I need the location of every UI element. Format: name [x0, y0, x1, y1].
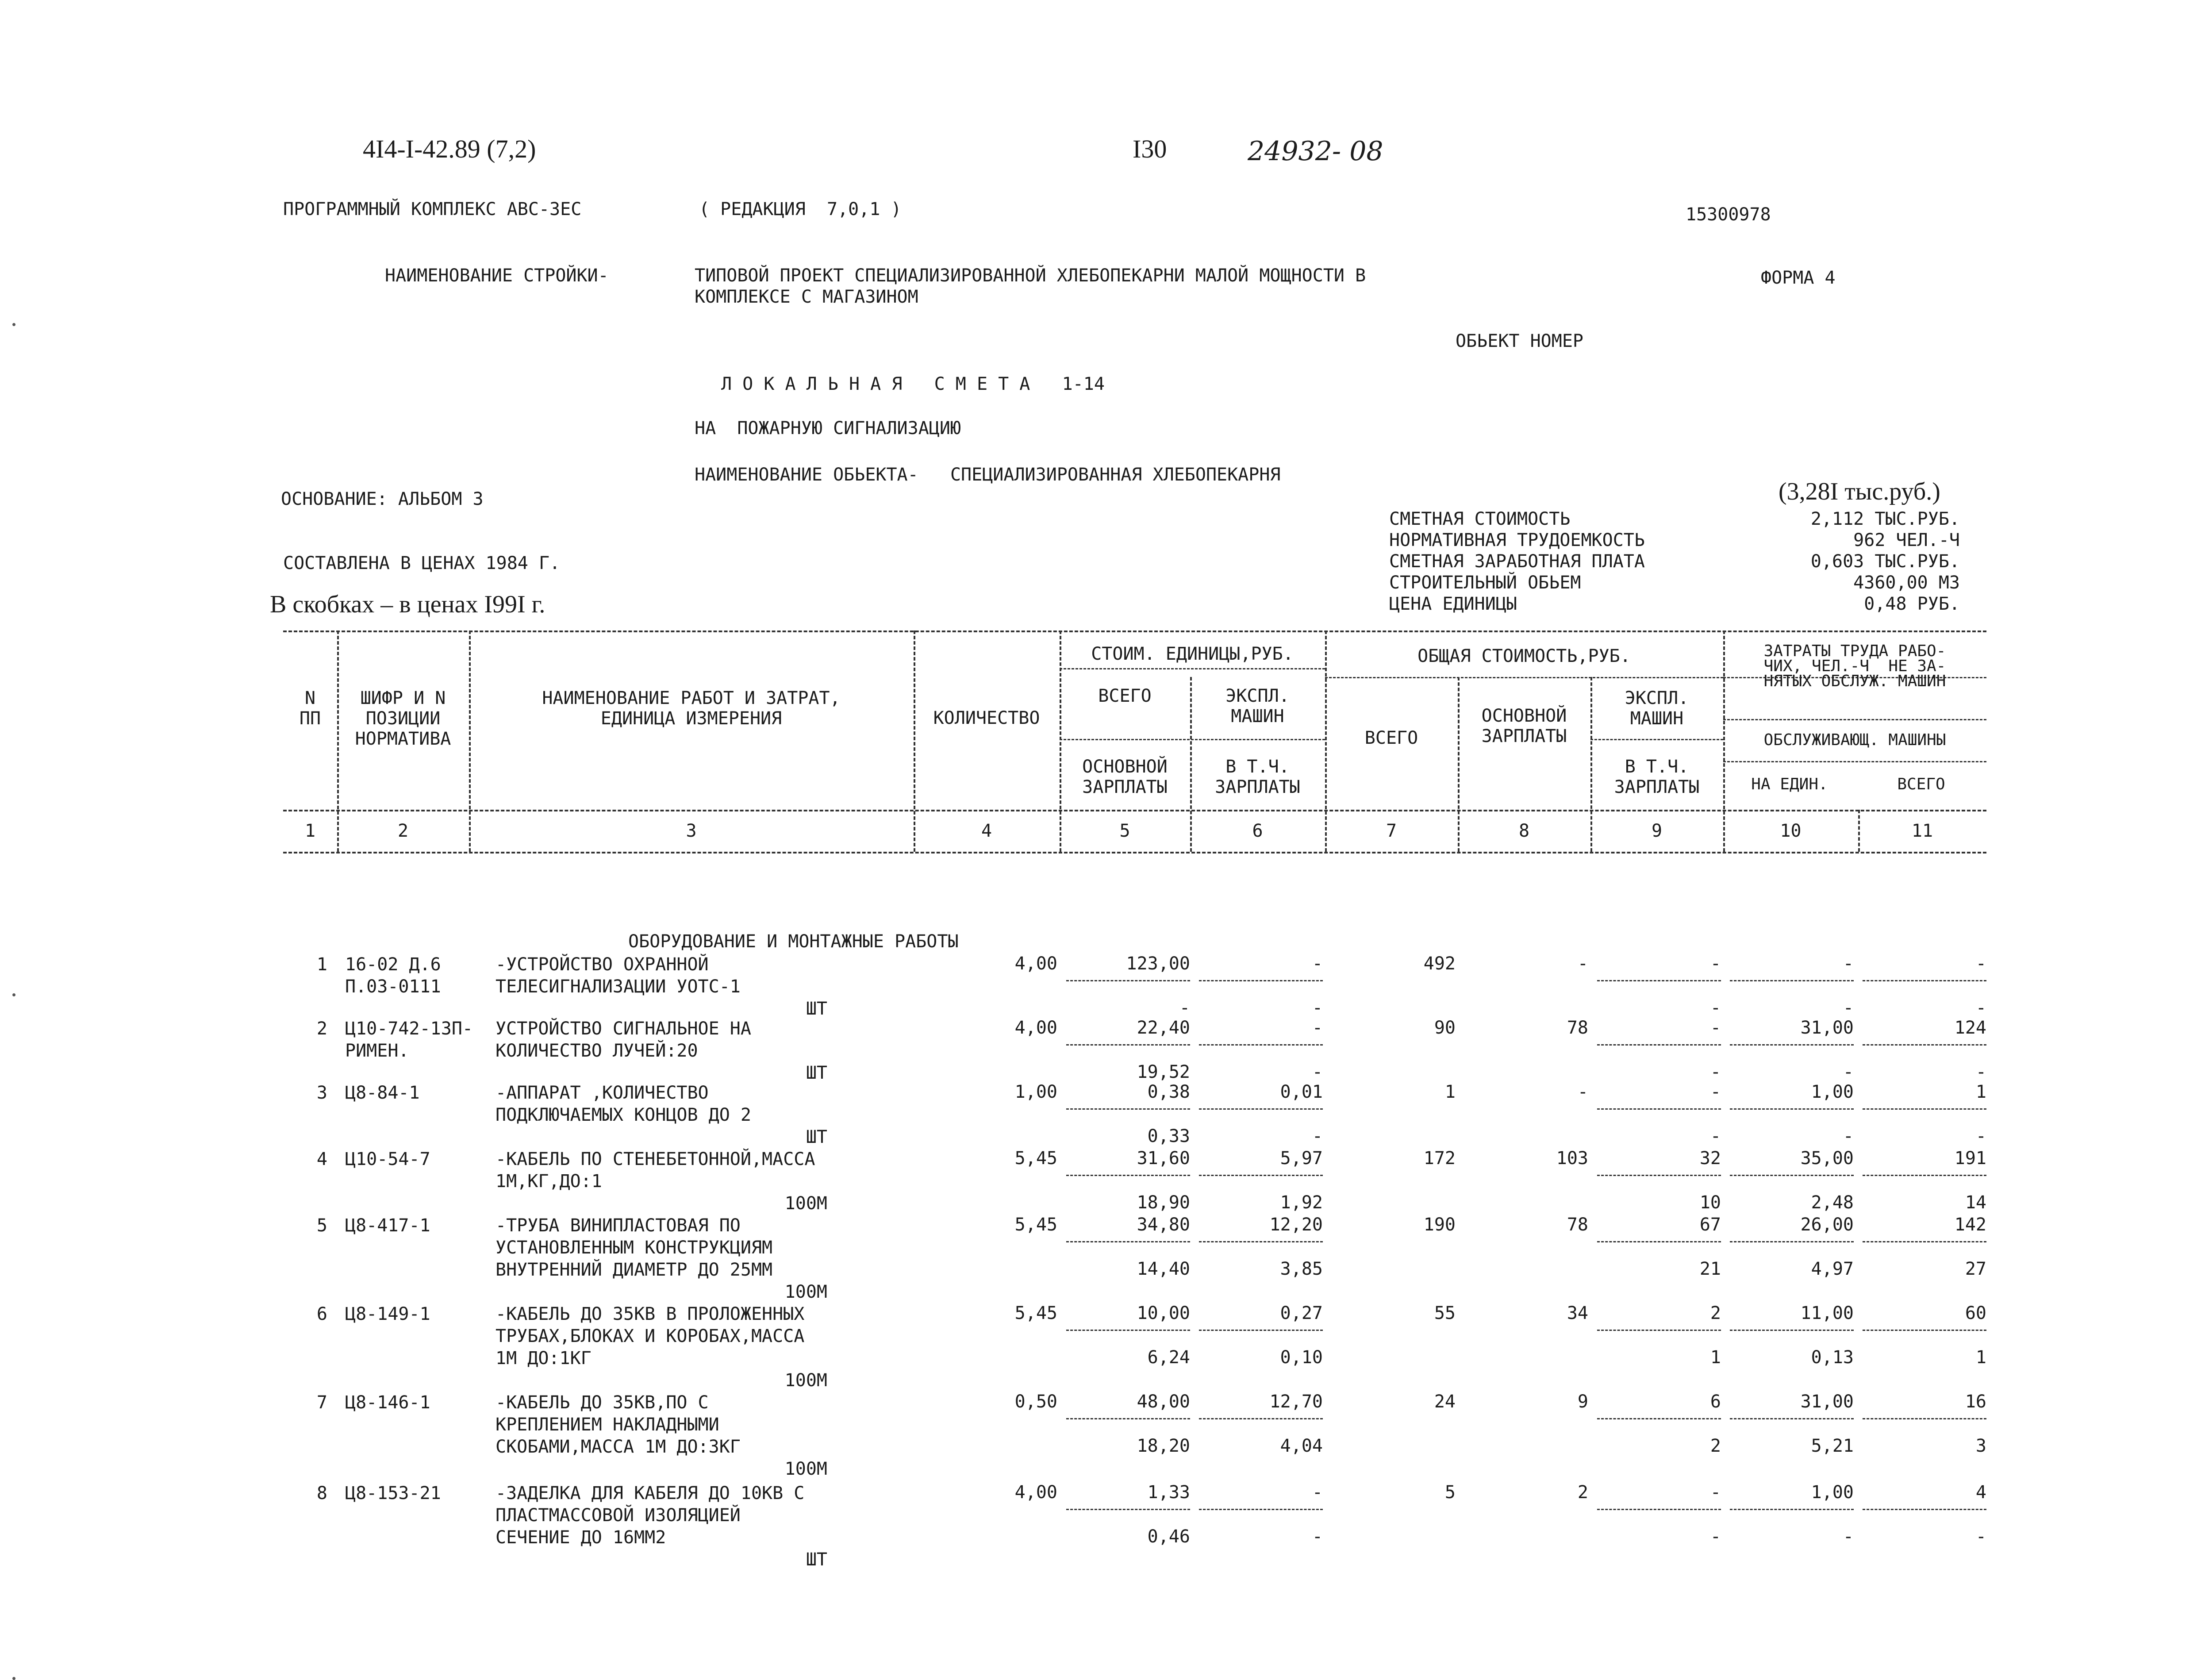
table-number-row-rule — [283, 852, 1986, 853]
row-serving-total: - — [1975, 1062, 1986, 1082]
row-labor-per-unit: 1,00 — [1811, 1482, 1854, 1503]
row-unit: 100М — [784, 1370, 827, 1391]
row-unit-total: 22,40 — [1137, 1018, 1190, 1038]
summary-value: 962 ЧЕЛ.-Ч — [1853, 530, 1960, 550]
cell-divider-rule — [1863, 980, 1986, 981]
row-unit-base-wage: 19,52 — [1137, 1062, 1190, 1082]
cell-divider-rule — [1199, 1108, 1323, 1110]
cell-divider-rule — [1066, 1509, 1190, 1510]
summary-label: СМЕТНАЯ ЗАРАБОТНАЯ ПЛАТА — [1389, 551, 1645, 572]
column-divider — [469, 630, 471, 852]
summary-value: 0,603 ТЫС.РУБ. — [1810, 551, 1960, 572]
row-code: Ц8-417-1 — [345, 1215, 430, 1236]
row-unit-base-wage: 0,33 — [1147, 1126, 1190, 1146]
price-1991: (3,28I тыс.руб.) — [1778, 478, 1940, 505]
row-code: Ц8-153-21 — [345, 1483, 441, 1503]
row-unit-incl-wage: 0,10 — [1280, 1347, 1323, 1368]
column-number: 2 — [397, 821, 409, 841]
row-unit-incl-wage: 3,85 — [1280, 1259, 1323, 1279]
summary-value: 2,112 ТЫС.РУБ. — [1810, 509, 1960, 529]
table-header-bottom-rule — [283, 810, 1986, 811]
row-total-incl-wage: 10 — [1699, 1192, 1721, 1213]
row-unit: ШТ — [806, 1063, 827, 1083]
row-quantity: 4,00 — [1014, 953, 1057, 974]
row-serving-per-unit: - — [1843, 998, 1854, 1018]
column-number: 1 — [304, 821, 316, 841]
row-total-all: 1 — [1444, 1082, 1456, 1102]
column-group-total-cost: ОБЩАЯ СТОИМОСТЬ,РУБ. — [1417, 646, 1631, 666]
row-quantity: 4,00 — [1014, 1482, 1057, 1503]
row-unit: 100М — [784, 1282, 827, 1302]
cell-divider-rule — [1597, 1330, 1721, 1331]
row-name: -КАБЕЛЬ ПО СТЕНЕБЕТОННОЙ,МАССА 1М,КГ,ДО:1 — [496, 1149, 815, 1192]
cell-divider-rule — [1863, 1418, 1986, 1419]
cell-divider-rule — [1730, 1108, 1854, 1110]
row-serving-per-unit: 2,48 — [1811, 1192, 1854, 1213]
cell-divider-rule — [1199, 1175, 1323, 1176]
row-name: -УСТРОЙСТВО ОХРАННОЙ ТЕЛЕСИГНАЛИЗАЦИИ УОТС-1 — [496, 954, 741, 997]
group-sub-rule — [1723, 719, 1986, 720]
column-header-unit-machines: ЭКСПЛ. МАШИН — [1225, 686, 1290, 727]
row-unit-incl-wage: 4,04 — [1280, 1436, 1323, 1456]
row-labor-per-unit: 31,00 — [1800, 1018, 1854, 1038]
row-total-all: 55 — [1434, 1303, 1456, 1323]
row-unit-incl-wage: - — [1312, 998, 1323, 1018]
row-unit-total: 10,00 — [1137, 1303, 1190, 1323]
column-header-name: НАИМЕНОВАНИЕ РАБОТ И ЗАТРАТ, ЕДИНИЦА ИЗМЕРЕНИЯ — [542, 688, 841, 729]
handwritten-number: 24932- 08 — [1248, 136, 1383, 167]
summary-label: НОРМАТИВНАЯ ТРУДОЕМКОСТЬ — [1389, 530, 1645, 550]
row-quantity: 4,00 — [1014, 1018, 1057, 1038]
row-total-machines: 67 — [1699, 1215, 1721, 1235]
cell-divider-rule — [1730, 1330, 1854, 1331]
estimate-title: Л О К А Л Ь Н А Я С М Е Т А 1-14 — [721, 374, 1105, 394]
group-sub-rule — [1723, 761, 1986, 762]
row-serving-total: 27 — [1965, 1259, 1986, 1279]
row-total-incl-wage: - — [1710, 998, 1721, 1018]
construction-line-2: КОМПЛЕКСЕ С МАГАЗИНОМ — [695, 287, 918, 307]
cell-divider-rule — [1199, 1044, 1323, 1046]
row-serving-total: - — [1975, 1126, 1986, 1146]
column-header-quantity: КОЛИЧЕСТВО — [933, 708, 1040, 728]
column-number: 10 — [1780, 821, 1802, 841]
cell-divider-rule — [1597, 980, 1721, 981]
cell-divider-rule — [1597, 1044, 1721, 1046]
estimate-subject: НА ПОЖАРНУЮ СИГНАЛИЗАЦИЮ — [695, 418, 961, 438]
cell-divider-rule — [1597, 1509, 1721, 1510]
row-total-machines: 32 — [1699, 1148, 1721, 1169]
row-total-base-wage: 2 — [1577, 1482, 1588, 1503]
row-name: -КАБЕЛЬ ДО 35КВ,ПО С КРЕПЛЕНИЕМ НАКЛАДНЫМИ СКОБАМИ,МАССА 1М ДО:3КГ — [496, 1392, 741, 1457]
cell-divider-rule — [1597, 1175, 1721, 1176]
cell-divider-rule — [1066, 1330, 1190, 1331]
column-number: 3 — [686, 821, 697, 841]
row-name: -КАБЕЛЬ ДО 35КВ В ПРОЛОЖЕННЫХ ТРУБАХ,БЛОКАХ И КОРОБАХ,МАССА 1М ДО:1КГ — [496, 1304, 805, 1369]
row-unit-total: 34,80 — [1137, 1215, 1190, 1235]
row-quantity: 5,45 — [1014, 1215, 1057, 1235]
cell-divider-rule — [1730, 1175, 1854, 1176]
column-number: 11 — [1911, 821, 1933, 841]
form-label: ФОРМА 4 — [1761, 268, 1836, 288]
object-number: ОБЬЕКТ НОМЕР — [1456, 331, 1583, 351]
row-serving-per-unit: 5,21 — [1811, 1436, 1854, 1456]
row-total-base-wage: 78 — [1567, 1215, 1588, 1235]
cell-divider-rule — [1066, 1044, 1190, 1046]
row-unit: ШТ — [806, 1127, 827, 1147]
column-header-total-base-wage: ОСНОВНОЙ ЗАРПЛАТЫ — [1481, 706, 1567, 746]
cell-divider-rule — [1066, 1108, 1190, 1110]
column-header-labor-per-unit: НА ЕДИН. — [1751, 775, 1828, 793]
row-unit-incl-wage: 1,92 — [1280, 1192, 1323, 1213]
row-unit-machines: 12,20 — [1269, 1215, 1323, 1235]
row-quantity: 5,45 — [1014, 1303, 1057, 1323]
row-code: Ц10-742-13П- РИМЕН. — [345, 1019, 473, 1061]
row-labor-per-unit: - — [1843, 953, 1854, 974]
row-number: 3 — [316, 1083, 327, 1103]
row-serving-per-unit: 4,97 — [1811, 1259, 1854, 1279]
row-unit-total: 1,33 — [1147, 1482, 1190, 1503]
row-unit-base-wage: 14,40 — [1137, 1259, 1190, 1279]
cell-divider-rule — [1730, 980, 1854, 981]
program-name: ПРОГРАММНЫЙ КОМПЛЕКС АВС-3ЕС — [283, 199, 582, 219]
row-number: 5 — [316, 1215, 327, 1236]
column-header-total-machines: ЭКСПЛ. МАШИН — [1625, 688, 1689, 729]
row-total-all: 90 — [1434, 1018, 1456, 1038]
column-number: 9 — [1651, 821, 1663, 841]
row-name: -ЗАДЕЛКА ДЛЯ КАБЕЛЯ ДО 10КВ С ПЛАСТМАССОВОЙ ИЗОЛЯЦИЕЙ СЕЧЕНИЕ ДО 16ММ2 — [496, 1483, 805, 1548]
row-unit-machines: - — [1312, 1482, 1323, 1503]
column-group-labor: ЗАТРАТЫ ТРУДА РАБО- ЧИХ, ЧЕЛ.-Ч НЕ ЗА- НЯТЫХ ОБСЛУЖ. МАШИН — [1763, 642, 1946, 690]
cell-divider-rule — [1863, 1044, 1986, 1046]
row-unit-base-wage: 18,90 — [1137, 1192, 1190, 1213]
row-labor-per-unit: 31,00 — [1800, 1392, 1854, 1412]
row-quantity: 5,45 — [1014, 1148, 1057, 1169]
column-header-unit-base-wage: ОСНОВНОЙ ЗАРПЛАТЫ — [1082, 757, 1168, 797]
row-serving-total: - — [1975, 1526, 1986, 1547]
cell-divider-rule — [1597, 1418, 1721, 1419]
column-header-labor-total: ВСЕГО — [1897, 775, 1945, 793]
row-total-all: 492 — [1423, 953, 1456, 974]
cell-divider-rule — [1066, 1418, 1190, 1419]
group-sub-rule — [1325, 677, 1723, 678]
row-unit-machines: 0,27 — [1280, 1303, 1323, 1323]
row-code: Ц8-149-1 — [345, 1304, 430, 1324]
row-serving-per-unit: - — [1843, 1526, 1854, 1547]
row-total-incl-wage: 1 — [1710, 1347, 1721, 1368]
row-name: -ТРУБА ВИНИПЛАСТОВАЯ ПО УСТАНОВЛЕННЫМ КОНСТРУКЦИЯМ ВНУТРЕННИЙ ДИАМЕТР ДО 25ММ — [496, 1215, 773, 1280]
cell-divider-rule — [1597, 1241, 1721, 1242]
row-labor-per-unit: 1,00 — [1811, 1082, 1854, 1102]
summary-value: 4360,00 М3 — [1853, 573, 1960, 593]
row-labor-total: 4 — [1975, 1482, 1986, 1503]
cell-divider-rule — [1730, 1509, 1854, 1510]
row-total-machines: - — [1710, 953, 1721, 974]
cell-divider-rule — [1199, 1330, 1323, 1331]
column-header-code: ШИФР И N ПОЗИЦИИ НОРМАТИВА — [355, 688, 451, 749]
row-total-machines: 2 — [1710, 1303, 1721, 1323]
row-labor-total: 16 — [1965, 1392, 1986, 1412]
column-header-unit-incl-wage: В Т.Ч. ЗАРПЛАТЫ — [1215, 757, 1300, 797]
row-serving-per-unit: - — [1843, 1062, 1854, 1082]
row-unit-base-wage: 18,20 — [1137, 1436, 1190, 1456]
row-unit: ШТ — [806, 1549, 827, 1570]
row-unit: 100М — [784, 1459, 827, 1479]
row-unit-base-wage: - — [1179, 998, 1190, 1018]
row-unit-total: 48,00 — [1137, 1392, 1190, 1412]
margin-dot — [12, 323, 15, 326]
cell-divider-rule — [1863, 1330, 1986, 1331]
row-serving-per-unit: 0,13 — [1811, 1347, 1854, 1368]
column-group-unit-cost: СТОИМ. ЕДИНИЦЫ,РУБ. — [1091, 644, 1294, 664]
column-header-n: N ПП — [299, 688, 321, 729]
row-unit: 100М — [784, 1193, 827, 1214]
doc-code: 4I4-I-42.89 (7,2) — [363, 135, 536, 163]
column-number: 5 — [1119, 821, 1130, 841]
margin-dot — [12, 1677, 15, 1680]
column-header-labor-serving: ОБСЛУЖИВАЮЩ. МАШИНЫ — [1763, 731, 1946, 749]
cell-divider-rule — [1066, 1175, 1190, 1176]
row-code: Ц8-84-1 — [345, 1083, 420, 1103]
row-unit-base-wage: 6,24 — [1147, 1347, 1190, 1368]
group-sub-rule — [1590, 739, 1723, 740]
construction-label: НАИМЕНОВАНИЕ СТРОЙКИ- — [385, 265, 609, 286]
row-total-base-wage: 103 — [1556, 1148, 1588, 1169]
row-unit-base-wage: 0,46 — [1147, 1526, 1190, 1547]
row-code: Ц8-146-1 — [345, 1392, 430, 1413]
edition: ( РЕДАКЦИЯ 7,0,1 ) — [699, 199, 902, 219]
section-title: ОБОРУДОВАНИЕ И МОНТАЖНЫЕ РАБОТЫ — [628, 931, 959, 952]
column-number: 6 — [1252, 821, 1263, 841]
summary-label: СТРОИТЕЛЬНЫЙ ОБЬЕМ — [1389, 573, 1581, 593]
row-unit-incl-wage: - — [1312, 1062, 1323, 1082]
column-header-unit-total: ВСЕГО — [1098, 686, 1152, 706]
row-total-incl-wage: 21 — [1699, 1259, 1721, 1279]
row-unit-incl-wage: - — [1312, 1126, 1323, 1146]
row-total-incl-wage: - — [1710, 1126, 1721, 1146]
row-serving-total: 3 — [1975, 1436, 1986, 1456]
row-total-all: 24 — [1434, 1392, 1456, 1412]
cell-divider-rule — [1066, 1241, 1190, 1242]
row-code: Ц10-54-7 — [345, 1149, 430, 1169]
row-total-incl-wage: - — [1710, 1062, 1721, 1082]
cell-divider-rule — [1597, 1108, 1721, 1110]
row-total-all: 190 — [1423, 1215, 1456, 1235]
column-number: 8 — [1518, 821, 1530, 841]
group-sub-rule — [1060, 739, 1325, 740]
row-total-incl-wage: 2 — [1710, 1436, 1721, 1456]
cell-divider-rule — [1730, 1418, 1854, 1419]
row-name: УСТРОЙСТВО СИГНАЛЬНОЕ НА КОЛИЧЕСТВО ЛУЧЕЙ:20 — [496, 1019, 751, 1061]
column-header-total-all: ВСЕГО — [1364, 728, 1418, 748]
row-number: 6 — [316, 1304, 327, 1324]
cell-divider-rule — [1863, 1241, 1986, 1242]
table-top-rule — [283, 630, 1986, 632]
row-unit-incl-wage: - — [1312, 1526, 1323, 1547]
row-unit-machines: 5,97 — [1280, 1148, 1323, 1169]
cell-divider-rule — [1066, 980, 1190, 981]
row-quantity: 1,00 — [1014, 1082, 1057, 1102]
margin-dot — [12, 993, 15, 996]
row-unit-machines: 12,70 — [1269, 1392, 1323, 1412]
row-labor-per-unit: 35,00 — [1800, 1148, 1854, 1169]
row-total-incl-wage: - — [1710, 1526, 1721, 1547]
row-labor-total: 124 — [1954, 1018, 1986, 1038]
brackets-note: В скобках – в ценах I99I г. — [270, 591, 545, 618]
row-unit: ШТ — [806, 999, 827, 1019]
row-quantity: 0,50 — [1014, 1392, 1057, 1412]
row-labor-total: - — [1975, 953, 1986, 974]
cell-divider-rule — [1730, 1044, 1854, 1046]
row-total-all: 172 — [1423, 1148, 1456, 1169]
construction-line-1: ТИПОВОЙ ПРОЕКТ СПЕЦИАЛИЗИРОВАННОЙ ХЛЕБОПЕКАРНИ МАЛОЙ МОЩНОСТИ В — [695, 265, 1366, 286]
row-total-machines: 6 — [1710, 1392, 1721, 1412]
summary-label: ЦЕНА ЕДИНИЦЫ — [1389, 594, 1517, 614]
cell-divider-rule — [1863, 1108, 1986, 1110]
group-sub-rule — [1060, 668, 1325, 669]
column-number: 7 — [1386, 821, 1397, 841]
column-number: 4 — [981, 821, 992, 841]
cell-divider-rule — [1863, 1175, 1986, 1176]
row-unit-machines: - — [1312, 953, 1323, 974]
cell-divider-rule — [1730, 1241, 1854, 1242]
row-total-machines: - — [1710, 1018, 1721, 1038]
row-number: 2 — [316, 1019, 327, 1039]
row-number: 8 — [316, 1483, 327, 1503]
summary-value: 0,48 РУБ. — [1864, 594, 1960, 614]
row-serving-per-unit: - — [1843, 1126, 1854, 1146]
row-labor-per-unit: 26,00 — [1800, 1215, 1854, 1235]
row-total-base-wage: 9 — [1577, 1392, 1588, 1412]
row-total-base-wage: 34 — [1567, 1303, 1588, 1323]
row-serving-total: - — [1975, 998, 1986, 1018]
basis: ОСНОВАНИЕ: АЛЬБОМ 3 — [281, 489, 484, 509]
summary-label: СМЕТНАЯ СТОИМОСТЬ — [1389, 509, 1571, 529]
row-number: 7 — [316, 1392, 327, 1413]
row-unit-total: 123,00 — [1126, 953, 1190, 974]
cell-divider-rule — [1199, 980, 1323, 981]
row-total-base-wage: - — [1577, 1082, 1588, 1102]
object-name: НАИМЕНОВАНИЕ ОБЬЕКТА- СПЕЦИАЛИЗИРОВАННАЯ ХЛЕБОПЕКАРНЯ — [695, 465, 1281, 485]
row-name: -АППАРАТ ,КОЛИЧЕСТВО ПОДКЛЮЧАЕМЫХ КОНЦОВ ДО 2 — [496, 1083, 751, 1125]
row-labor-total: 60 — [1965, 1303, 1986, 1323]
row-unit-machines: 0,01 — [1280, 1082, 1323, 1102]
row-total-base-wage: - — [1577, 953, 1588, 974]
row-total-all: 5 — [1444, 1482, 1456, 1503]
row-code: 16-02 Д.6 П.03-0111 — [345, 954, 441, 997]
row-number: 4 — [316, 1149, 327, 1169]
column-divider — [914, 630, 915, 852]
row-unit-total: 31,60 — [1137, 1148, 1190, 1169]
cell-divider-rule — [1199, 1418, 1323, 1419]
row-total-machines: - — [1710, 1482, 1721, 1503]
row-number: 1 — [316, 954, 327, 975]
column-header-total-incl-wage: В Т.Ч. ЗАРПЛАТЫ — [1614, 757, 1700, 797]
cell-divider-rule — [1863, 1509, 1986, 1510]
row-unit-machines: - — [1312, 1018, 1323, 1038]
row-labor-total: 1 — [1975, 1082, 1986, 1102]
row-labor-per-unit: 11,00 — [1800, 1303, 1854, 1323]
page-number: I30 — [1133, 135, 1167, 163]
row-unit-total: 0,38 — [1147, 1082, 1190, 1102]
row-serving-total: 1 — [1975, 1347, 1986, 1368]
row-total-base-wage: 78 — [1567, 1018, 1588, 1038]
row-labor-total: 191 — [1954, 1148, 1986, 1169]
row-total-machines: - — [1710, 1082, 1721, 1102]
row-labor-total: 142 — [1954, 1215, 1986, 1235]
row-serving-total: 14 — [1965, 1192, 1986, 1213]
serial-number: 15300978 — [1686, 204, 1771, 225]
cell-divider-rule — [1199, 1241, 1323, 1242]
prices-note: СОСТАВЛЕНА В ЦЕНАХ 1984 Г. — [283, 553, 561, 573]
cell-divider-rule — [1199, 1509, 1323, 1510]
